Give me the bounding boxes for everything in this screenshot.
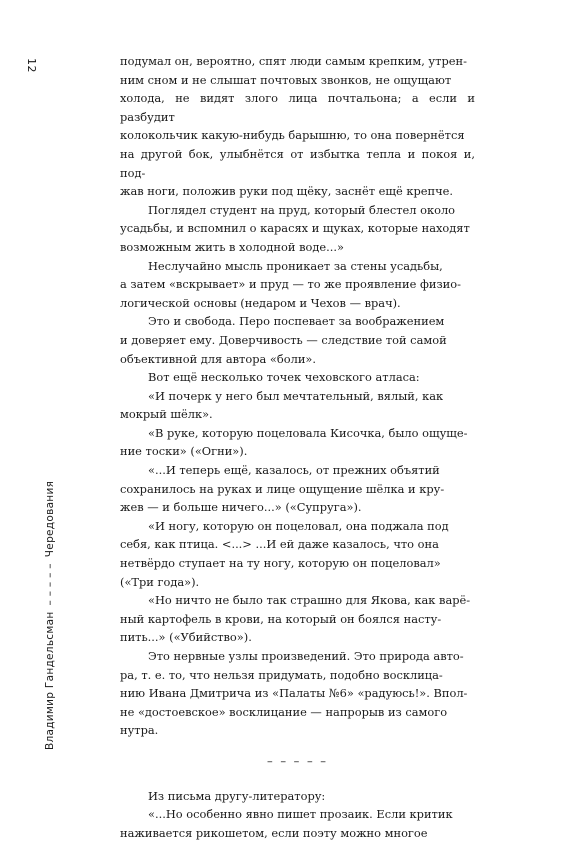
paragraph: Вот ещё несколько точек чеховского атласа: — [148, 370, 420, 385]
paragraph: Это нервные узлы произведений. Это природа авто- ра, т. е. то, что нельзя придумать, подобно восклица- нию Ивана Дмитрича из «Палаты №6» «радуюсь!». Впол- не «достоевское» восклицание — напрорыв из самого нутра. — [120, 649, 468, 738]
running-head-title: Чередования — [44, 480, 56, 558]
section-separator: – – – – – — [267, 753, 328, 768]
paragraph: «Но ничто не было так страшно для Якова, как варё- ный картофель в крови, на который он боялся насту- пить...» («Убийство»). — [120, 593, 471, 645]
paragraph: Из письма другу-литератору: — [148, 788, 326, 803]
paragraph: Это и свобода. Перо поспевает за воображением и доверяет ему. Доверчивость — следствие той самой объективной для автора «боли». — [120, 314, 447, 366]
paragraph: «В руке, которую поцеловала Кисочка, было ощуще- ние тоски» («Огни»). — [120, 425, 468, 459]
paragraph: Поглядел студент на пруд, который блестел около усадьбы, и вспомнил о карасях и щуках, которые находят возможным жить в холодной воде...» — [120, 202, 470, 254]
page-number: 12 — [25, 58, 38, 73]
body-text — [120, 52, 475, 842]
running-head — [44, 481, 56, 750]
running-head-separator: – – – – – — [44, 563, 56, 606]
paragraph: «...Но особенно явно пишет прозаик. Если критик наживается рикошетом, если поэту можно многое — [120, 807, 453, 840]
paragraph: «...И теперь ещё, казалось, от прежних объятий сохранилось на руках и лице ощущение шёлка и кру- жев — и больше ничего...» («Супруга»). — [120, 463, 445, 515]
paragraph: Неслучайно мысль проникает за стены усадьбы, а затем «вскрывает» и пруд — то же проявление физио- логической основы (недаром и Чехов — врач). — [120, 258, 461, 310]
running-head-author: Владимир Гандельсман — [44, 611, 56, 750]
paragraph: подумал он, вероятно, спят люди самым крепким, утрен- ним сном и не слышат почтовых звонков, не ощущают холода, не видят злого лица почтальона; а если и разбудит колокольчик какую-нибудь барышню, то она повернётся на другой бок, улыбнётся от избытка тепла и покоя и, под- жав ноги, положив руки под щёку, заснёт ещё крепче. — [120, 54, 475, 199]
paragraph: «И ногу, которую он поцеловал, она поджала под себя, как птица. <...> ...И ей даже казалось, что она нетвёрдо ступает на ту ногу, которую он поцеловал» («Три года»). — [120, 518, 449, 589]
paragraph: «И почерк у него был мечтательный, вялый, как мокрый шёлк». — [120, 388, 444, 422]
